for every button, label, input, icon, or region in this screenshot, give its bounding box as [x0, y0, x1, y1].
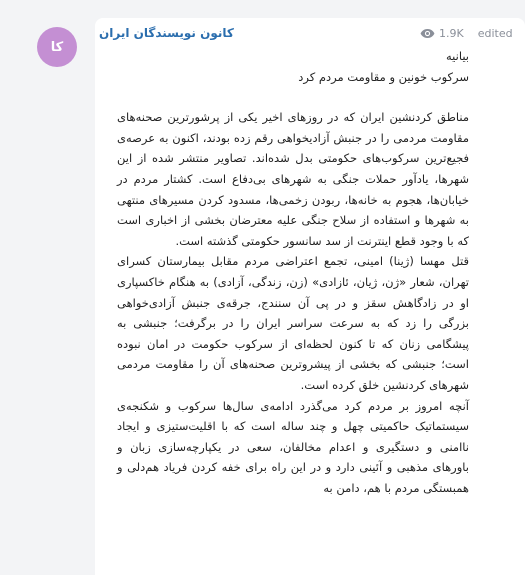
avatar[interactable]	[37, 27, 77, 67]
edited-label: edited	[477, 27, 513, 40]
statement-heading: بیانیه	[445, 49, 469, 63]
paragraph-2: قتل مهسا (ژینا) امینی، تجمع اعتراضی مردم مقابل بیمارستان کسرای تهران، شعار «ژن، ژیان، ئازادی» (زن، زندگی، آزادی) به هنگام خاکسپاری او در زادگاهش سقز و در پی آن سنندج، جرقه‌ی جنبش آزادی‌خواهی بزرگی را زد که به سرعت سراسر ایران را در برگرفت؛ جنبشی به پیشگامی زنان که تا کنون لحظه‌ای از سرکوب حکومت در امان نبوده است؛ جنبشی که بخشی از پیشروترین صحنه‌های آن را مقاومت مردمی شهرهای کردنشین خلق کرده است.	[117, 254, 469, 392]
message-bubble	[95, 18, 525, 575]
statement-subheading: سرکوب خونین و مقاومت مردم کرد	[298, 69, 469, 84]
message-text	[117, 46, 469, 498]
eye-icon	[420, 28, 435, 39]
avatar-initials: کا	[50, 39, 64, 55]
view-count: 1.9K	[439, 27, 464, 40]
message-header	[95, 18, 525, 48]
channel-name[interactable]: کانون نویسندگان ایران	[99, 26, 234, 40]
paragraph-1: مناطق کردنشین ایران که در روزهای اخیر یکی از پرشورترین صحنه‌های مقاومت مردمی را در جنبش آزادیخواهی رقم زده بودند، اکنون به عرصه‌ی فجیع‌ترین سرکوب‌های حکومتی بدل شده‌اند. تصاویر منتشر شده از این شهرها، یادآور حملات جنگی به شهرهای بی‌دفاع است. کشتار مردم در خیابان‌ها، هجوم به خانه‌ها، ربودن زخمی‌ها، مسدود کردن مسیرهای منتهی به شهرها و استفاده از سلاح جنگی علیه معترضان بخشی از اخباری است که با وجود قطع اینترنت از سد سانسور حکومتی گذشته است.	[117, 110, 469, 248]
paragraph-3: آنچه امروز بر مردم کرد می‌گذرد ادامه‌ی سال‌ها سرکوب و شکنجه‌ی سیستماتیک حاکمیتی چهل و چند ساله است که با اقلیت‌ستیزی و ایجاد ناامنی و دستگیری و اعدام مخالفان، سعی در یکپارچه‌سازی زبان و باورهای مذهبی و آئینی دارد و در این راه برای خفه کردن فریاد هم‌دلی و همبستگی مردم با هم، دامن به	[117, 398, 469, 495]
view-counter	[420, 27, 513, 40]
